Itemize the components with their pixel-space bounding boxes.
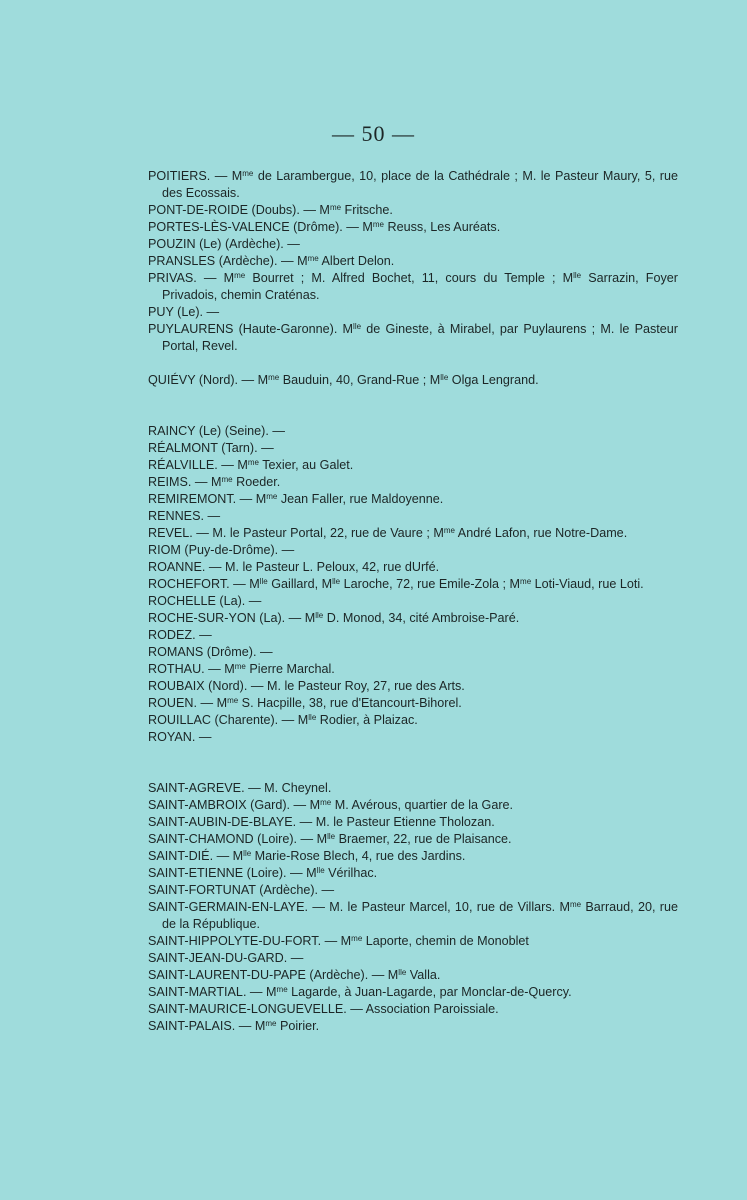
directory-entry: SAINT-ETIENNE (Loire). — $M^{lle}$ Vérilhac. [148,866,378,880]
directory-entry: REMIREMONT. — $M^{me}$ Jean Faller, rue Maldoyenne. [148,492,444,506]
directory-entry: REVEL. — M. le Pasteur Portal, 22, rue de Vaure ; $M^{me}$ André Lafon, rue Notre-Dame. [148,526,628,540]
section-q [148,372,678,389]
directory-entry: SAINT-HIPPOLYTE-DU-FORT. — $M^{me}$ Laporte, chemin de Monoblet [148,934,529,948]
directory-entry: ROCHELLE (La). — [148,594,262,608]
directory-entry: SAINT-MAURICE-LONGUEVELLE. — Association Paroissiale. [148,1002,499,1016]
directory-entry: ROANNE. — M. le Pasteur L. Peloux, 42, rue dUrfé. [148,560,440,574]
directory-entry: ROYAN. — [148,730,212,744]
directory-entry: SAINT-PALAIS. — $M^{me}$ Poirier. [148,1019,320,1033]
directory-entry: REIMS. — $M^{me}$ Roeder. [148,475,281,489]
directory-entry: PUY (Le). — [148,305,220,319]
directory-entry: SAINT-LAURENT-DU-PAPE (Ardèche). — $M^{lle}$ Valla. [148,968,441,982]
directory-entry: SAINT-FORTUNAT (Ardèche). — [148,883,335,897]
section-gap [148,389,678,423]
directory-entry: ROUBAIX (Nord). — M. le Pasteur Roy, 27, rue des Arts. [148,679,465,693]
directory-entry: SAINT-MARTIAL. — $M^{me}$ Lagarde, à Juan-Lagarde, par Monclar-de-Quercy. [148,985,572,999]
section-s [148,780,678,1035]
directory-entry: SAINT-AMBROIX (Gard). — $M^{me}$ M. Avérous, quartier de la Gare. [148,798,514,812]
directory-entry: PONT-DE-ROIDE (Doubs). — $M^{me}$ Fritsche. [148,203,393,217]
directory-entry: RAINCY (Le) (Seine). — [148,424,285,438]
section-gap [148,746,678,780]
directory-entry: SAINT-JEAN-DU-GARD. — [148,951,304,965]
directory-entry: SAINT-AUBIN-DE-BLAYE. — M. le Pasteur Etienne Tholozan. [148,815,495,829]
directory-entry: QUIÉVY (Nord). — $M^{me}$ Bauduin, 40, Grand-Rue ; $M^{lle}$ Olga Lengrand. [148,373,539,387]
directory-entry: SAINT-AGREVE. — M. Cheynel. [148,781,332,795]
section-r [148,423,678,746]
directory-entry: ROTHAU. — $M^{me}$ Pierre Marchal. [148,662,335,676]
directory-entry: ROUILLAC (Charente). — $M^{lle}$ Rodier, à Plaizac. [148,713,418,727]
directory-entry: PUYLAURENS (Haute-Garonne). $M^{lle}$ de Gineste, à Mirabel, par Puylaurens ; M. le Pasteur Portal, Revel. [148,322,678,353]
page-number: — 50 — [332,121,415,146]
directory-entry: SAINT-CHAMOND (Loire). — $M^{lle}$ Braemer, 22, rue de Plaisance. [148,832,512,846]
directory-entry: SAINT-GERMAIN-EN-LAYE. — M. le Pasteur Marcel, 10, rue de Villars. $M^{me}$ Barraud, 20, rue de la République. [148,900,678,931]
directory-entry: RÉALMONT (Tarn). — [148,441,274,455]
directory-entry: ROCHE-SUR-YON (La). — $M^{lle}$ D. Monod, 34, cité Ambroise-Paré. [148,611,520,625]
section-p [148,168,678,355]
directory-entry: POUZIN (Le) (Ardèche). — [148,237,300,251]
directory-entry: PORTES-LÈS-VALENCE (Drôme). — $M^{me}$ Reuss, Les Auréats. [148,220,501,234]
section-gap [148,355,678,372]
directory-entry: PRANSLES (Ardèche). — $M^{me}$ Albert Delon. [148,254,395,268]
directory-entry: SAINT-DIÉ. — $M^{lle}$ Marie-Rose Blech, 4, rue des Jardins. [148,849,466,863]
directory-entry: RIOM (Puy-de-Drôme). — [148,543,295,557]
directory-listing [148,168,678,1035]
directory-entry: RÉALVILLE. — $M^{me}$ Texier, au Galet. [148,458,354,472]
directory-entry: PRIVAS. — $M^{me}$ Bourret ; M. Alfred Bochet, 11, cours du Temple ; $M^{lle}$ Sarrazin, Foyer Privadois, chemin Craténas. [148,271,678,302]
directory-entry: ROMANS (Drôme). — [148,645,273,659]
directory-entry: ROUEN. — $M^{me}$ S. Hacpille, 38, rue d'Etancourt-Bihorel. [148,696,462,710]
directory-entry: RODEZ. — [148,628,212,642]
directory-entry: POITIERS. — $M^{me}$ de Larambergue, 10, place de la Cathédrale ; M. le Pasteur Maury, 5, rue des Ecossais. [148,169,678,200]
directory-entry: RENNES. — [148,509,221,523]
directory-entry: ROCHEFORT. — $M^{lle}$ Gaillard, $M^{lle}$ Laroche, 72, rue Emile-Zola ; $M^{me}$ Loti-Viaud, rue Loti. [148,577,644,591]
